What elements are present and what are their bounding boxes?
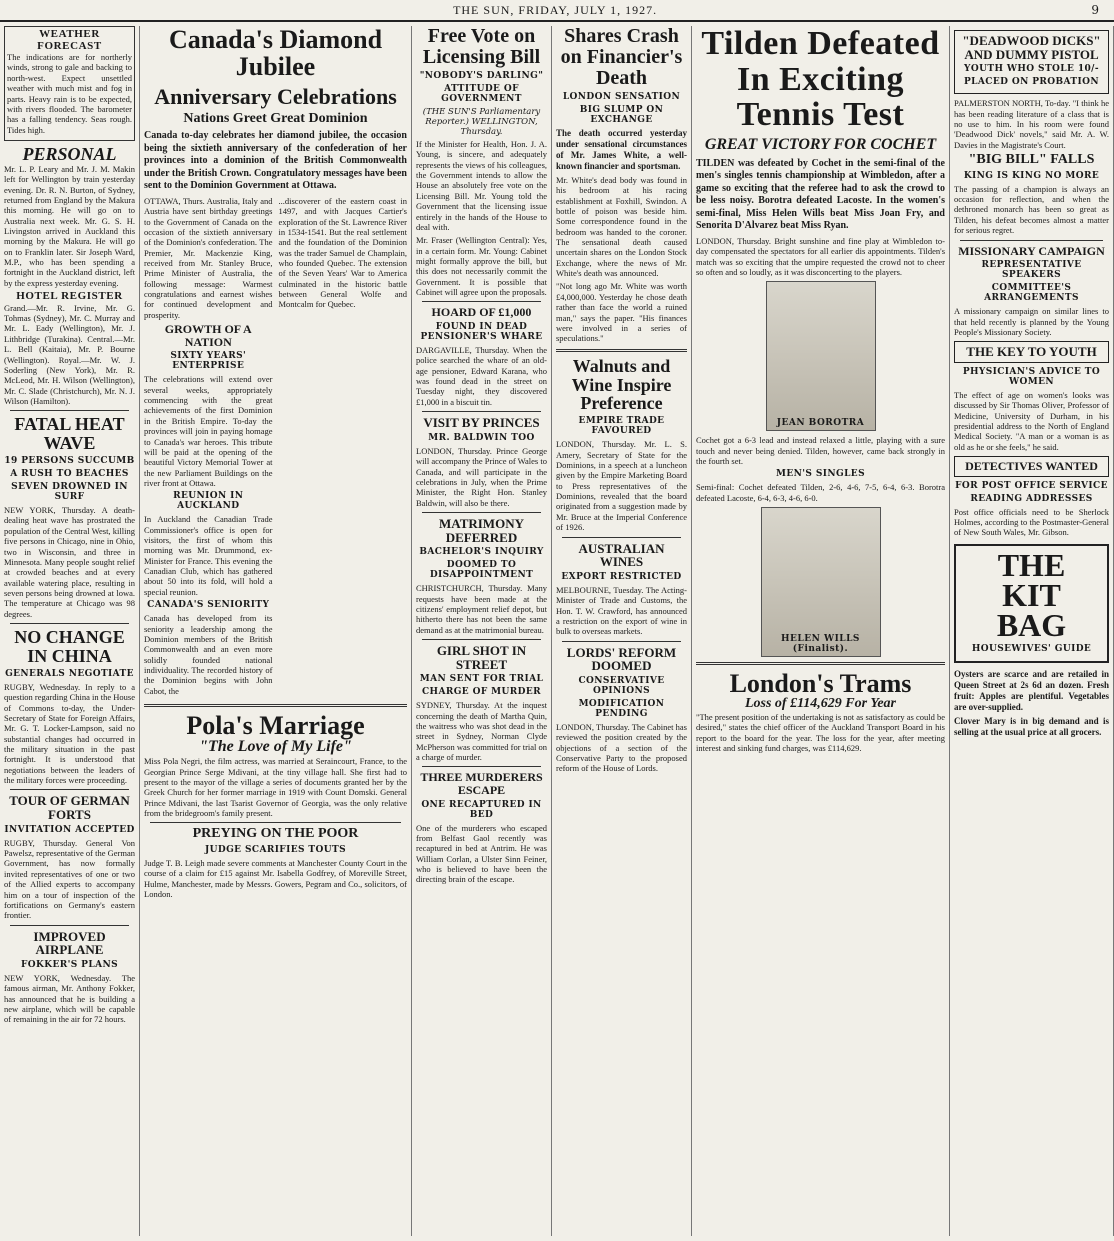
wines-title: AUSTRALIAN WINES — [578, 540, 665, 570]
divider — [562, 537, 681, 538]
china-sub: GENERALS NEGOTIATE — [5, 668, 134, 679]
plane-text: NEW YORK, Wednesday. The famous airman, Mr. Anthony Fokker, has announced that he is building a new airplane, which will be capable of remaining in the air for 72 hours. — [4, 972, 135, 1025]
lords-text: LONDON, Thursday. The Cabinet has reviewed the position created by the objections of a section of the Conservative Party to the proposed reform of the House of Lords. — [556, 721, 687, 774]
china-title: NO CHANGE IN CHINA — [14, 627, 125, 666]
results-text: Semi-final: Cochet defeated Tilden, 2-6, 4-6, 7-5, 6-4, 6-3. Borotra defeated Lacoste, 6-4, 6-3, 4-6, 6-0. — [696, 482, 945, 503]
kit-bag-guide: HOUSEWIVES' GUIDE — [971, 643, 1092, 654]
trams-text: "The present position of the undertaking is not as satisfactory as could be desired," states the chief officer of the Auckland Transport Board in his report to the board for the year. The loss for the year, after meeting interest and sinking fund charges, was £114,629. — [696, 712, 945, 754]
canada-body-right — [279, 196, 408, 699]
youth-box — [954, 341, 1109, 363]
canada-lead: Canada to-day celebrates her diamond jubilee, the occasion being the sixtieth anniversary of the confederation of her provinces into a dominion of the British Commonwealth under the British Crown. Congratulatory messages have been sent to the Dominion Government at Ottawa. — [144, 130, 407, 192]
divider — [562, 641, 681, 642]
youth-sub: PHYSICIAN'S ADVICE TO WOMEN — [962, 366, 1101, 387]
pola-sub: "The Love of My Life" — [199, 738, 352, 756]
detectives-sub-1: FOR POST OFFICE SERVICE — [955, 480, 1108, 491]
weather-text: The indications are for northerly winds, strong to gale and backing to north-west. Expect unsettled weather with much mist and fog in parts. Heavy rain is to be expected, with rivers flooded. The barometer has a falling tendency. Seas rough. Tides high. — [7, 52, 132, 135]
matrimony-sub-1: BACHELOR'S INQUIRY — [419, 547, 544, 558]
weather-title: WEATHER FORECAST — [37, 28, 102, 52]
hoard-text: DARGAVILLE, Thursday. When the police searched the whare of an old-age pensioner, Edward Karana, who was found dead in the street on Tuesday night, they discovered £1,000 in a biscuit tin. — [416, 344, 547, 407]
trams-title: London's Trams — [729, 669, 912, 699]
bigbill-sub: KING IS KING NO MORE — [963, 170, 1100, 181]
auckland-title: REUNION IN AUCKLAND — [173, 491, 244, 512]
detectives-title: DETECTIVES WANTED — [965, 459, 1098, 474]
girl-text: SYDNEY, Thursday. At the inquest concerning the death of Martha Quin, the waitress who was shot dead in the street in Sydney, Norman Clyde McPherson was committed for trial on a charge of murder. — [416, 700, 548, 763]
hotel-title: HOTEL REGISTER — [16, 290, 123, 303]
kit-bag-logo-line-3: BAG — [996, 607, 1067, 644]
mission-sub-1: REPRESENTATIVE SPEAKERS — [981, 260, 1082, 281]
judge-sub: JUDGE SCARIFIES TOUTS — [204, 845, 346, 856]
licensing-sub-2: ATTITUDE OF GOVERNMENT — [441, 84, 522, 104]
plane-title: IMPROVED AIRPLANE — [33, 928, 106, 958]
girl-title: GIRL SHOT IN STREET — [436, 643, 527, 672]
canada-title: Canada's Diamond Jubilee — [168, 26, 383, 82]
page-number: 9 — [1091, 3, 1100, 17]
shares-text-2: "Not long ago Mr. White was worth £4,000,000. Yesterday he chose death rather than face the world a ruined man," says the paper. "His finances were involved in a series of speculations." — [556, 281, 687, 344]
heat-title: FATAL HEAT WAVE — [14, 414, 125, 454]
column-1 — [0, 26, 140, 1236]
matrimony-text: CHRISTCHURCH, Thursday. Many requests have been made at the citizens' employment relief depot, but hitherto there has not been the same demand as at the matrimonial bureau. — [416, 583, 547, 635]
princes-sub: MR. BALDWIN TOO — [428, 432, 535, 443]
wines-sub: EXPORT RESTRICTED — [561, 571, 682, 582]
judge-text: Judge T. B. Leigh made severe comments at Manchester County Court in the course of a claim for £15 against Mr. Isabella Godfrey, of Moreville Street, Hulme, Manchester, made by Messrs. Gowers, Pegram and Co., solicitors, of London. — [144, 858, 407, 900]
shares-sub-2: BIG SLUMP ON EXCHANGE — [579, 105, 664, 125]
princes-text: LONDON, Thursday. Prince George will accompany the Prince of Wales to Canada, and will participate in the celebrations in July, when the Prime Minister, the Right Hon. Stanley Baldwin, will also be there. — [416, 445, 547, 508]
divider — [696, 662, 945, 665]
lords-sub-1: CONSERVATIVE OPINIONS — [578, 675, 665, 696]
girl-sub-1: MAN SENT FOR TRIAL — [419, 674, 544, 685]
lords-title: LORDS' REFORM DOOMED — [566, 644, 677, 674]
kit-bag-logo-line-1: THE — [997, 546, 1066, 583]
pola-text: Miss Pola Negri, the film actress, was married at Seraincourt, France, to the Georgian Prince Serge Mdivani, at the tiny village hall. She first had to present to the mayor of the village a series of documents granted her by the Greek Church for her former marriage in 1919 with Count Domski. General Prince Mdivani, the last Tsarist Governor of Georgia, was the only relative from the bridegroom's family present. — [144, 756, 407, 818]
divider — [422, 639, 541, 640]
seniority-title: CANADA'S SENIORITY — [147, 600, 270, 611]
murderers-title: THREE MURDERERS ESCAPE — [420, 770, 543, 798]
walnuts-sub: EMPIRE TRADE FAVOURED — [578, 416, 665, 437]
princes-title: VISIT BY PRINCES — [423, 415, 540, 431]
heat-text: NEW YORK, Thursday. A death-dealing heat wave has prostrated the population of the Central West, killing five persons in Chicago, nine in Ohio, two in Wisconsin, and three in Minnesota. Many people sought relief at crowded beaches and at every available watering place, resulting in seven persons being drowned at lowa. The temperature at Chicago was 98 degrees. — [4, 505, 135, 619]
china-text: RUGBY, Wednesday. In reply to a question regarding China in the House of Commons to-day, the Under-Secretary of State for Foreign Affairs, Mr. G. T. Locker-Lampson, said no substantial changes had occurred in the military situation in the past fortnight. It is understood that negotiations between the leaders of the military forces were proceeding. — [4, 681, 136, 786]
murderers-text: One of the murderers who escaped from Belfast Gaol recently was recaptured in bed at Antrim. He was William Corlan, a Ulster Sinn Feiner, who is believed to have been the directing brain of the escape. — [416, 822, 547, 885]
youth-text: The effect of age on women's looks was discussed by Sir Thomas Oliver, Professor of Medicine, University of Durham, in his presidential address to the North of England Medical Society. "A man or a woman is as old as he or she feels," he said. — [954, 389, 1109, 452]
licensing-byline: (THE SUN'S Parliamentary Reporter.) WELLINGTON, Thursday. — [422, 107, 541, 137]
bigbill-text: The passing of a champion is always an occasion for reflection, and when the dethroned monarch has been so great as Tilden, his defeat becomes almost a matter for serious regret. — [954, 183, 1109, 236]
deadwood-box — [954, 30, 1109, 94]
tilden-text-1: LONDON, Thursday. Bright sunshine and fine play at Wimbledon to-day compensated the spectators for all earlier dis appointments. Tilden's match was so exciting that the umpire requested the crowd not to cheer so often and so loudly, as it was disconcerting to the players. — [696, 235, 945, 277]
column-2 — [140, 26, 412, 1236]
canada-title-2: Anniversary Celebrations — [154, 83, 397, 109]
forts-text: RUGBY, Thursday. General Von Pawelsz, representative of the German Government, has now formally invited representatives of one or two of the Allied experts to accompany him on a tour of inspection of the fortifications on Germany's eastern frontier. — [4, 837, 135, 921]
divider — [422, 411, 541, 412]
licensing-title: Free Vote on Licensing Bill — [422, 26, 541, 68]
divider — [422, 301, 541, 302]
divider — [144, 704, 407, 707]
walnuts-text: LONDON, Thursday. Mr. L. S. Amery, Secretary of State for the Dominions, in a speech at a luncheon given by the Empire Marketing Board to Press representatives of the Dominions, revealed that the board originated from a suggestion made by Mr. Bruce at the Imperial Conference of 1926. — [556, 439, 687, 533]
forts-title: TOUR OF GERMAN FORTS — [9, 793, 130, 823]
heat-sub-2: A RUSH TO BEACHES — [10, 469, 129, 480]
mission-text: A missionary campaign on similar lines to that held recently is planned by the Young People's Missionary Society. — [954, 306, 1109, 337]
divider — [422, 766, 541, 767]
tilden-lead: TILDEN was defeated by Cochet in the semi-final of the men's singles tennis championship at Wimbledon, after a game so exciting that the referee had to ask the crowd to be less noisy. Borotra defeated Lacoste. In the women's semi-final, Miss Helen Wills beat Miss Joan Fry, and Senorita D'Alvarez beat Miss Ryan. — [696, 157, 945, 232]
growth-text: The celebrations will extend over several weeks, appropriately commencing with the great achievements of the first Dominion in the British Empire. To-day the provinces will join in paying homage to Canada's war heroes. This tribute will be paid at the opening of the beautiful Victory Memorial Tower at the new Parliament Buildings on the river front at Ottawa. — [144, 374, 273, 488]
kit-bag-logo-line-2: KIT — [1002, 577, 1061, 614]
lords-sub-2: MODIFICATION PENDING — [578, 698, 665, 719]
judge-title: PREYING ON THE POOR — [192, 826, 359, 842]
wills-photo — [761, 507, 881, 657]
wills-caption: HELEN WILLS (Finalist). — [781, 634, 860, 655]
page-header — [0, 0, 1114, 22]
mission-sub-2: COMMITTEE'S ARRANGEMENTS — [984, 283, 1079, 304]
auckland-text: In Auckland the Canadian Trade Commissioner's office is open for visitors, the first of whom this morning was Mr. Drummond, ex-Minister for France. This evening the Canadian Club, which has gathered about 50 into its fold, will hold a special reunion. — [144, 514, 273, 597]
personal-title: PERSONAL — [22, 143, 117, 164]
hoard-sub: FOUND IN DEAD PENSIONER'S WHARE — [420, 321, 543, 342]
detectives-box — [954, 456, 1109, 477]
bigbill-title: "BIG BILL" FALLS — [968, 152, 1095, 168]
deadwood-title: "DEADWOOD DICKS" AND DUMMY PISTOL — [962, 33, 1101, 62]
results-title: MEN'S SINGLES — [776, 469, 865, 480]
murderers-sub: ONE RECAPTURED IN BED — [421, 799, 542, 820]
personal-text: Mr. L. P. Leary and Mr. J. M. Makin left for Wellington by train yesterday evening. Dr. R. N. Burton, of Sydney, returned from England by the Makura this morning. He will go on to Australia next week. Mr. G. S. H. Livingston arrived in Auckland this morning by the Makura. He will go on to Franklin later. Sir Joseph Ward, M.P., who has been spending a fortnight in the Auckland district, left by the express yesterday evening. — [4, 163, 135, 288]
borotra-photo — [766, 281, 876, 431]
heat-sub-1: 19 PERSONS SUCCUMB — [4, 456, 135, 467]
kit-bag-ad — [954, 544, 1109, 663]
divider — [960, 240, 1103, 241]
divider — [10, 410, 129, 411]
licensing-text-2: Mr. Fraser (Wellington Central): Yes, in a certain form. Mr. Young: Cabinet might formally approve the bill, but this does not necessarily commit the Government. It is possible that Cabinet will agree upon the proposals. — [416, 235, 547, 298]
mission-title: MISSIONARY CAMPAIGN — [958, 243, 1105, 258]
plane-sub: FOKKER'S PLANS — [20, 959, 118, 970]
canada-text-1: OTTAWA, Thurs. Australia, Italy and Austria have sent birthday greetings to the Government of Canada on the occasion of the sixtieth anniversary of the Dominion's confederation. The Premier, Mr. Mackenzie King, received from Mr. Stanley Bruce, Prime Minister of Australia, the following message: Warmest congratulations and earnest wishes for continued development and prosperity. — [144, 195, 273, 320]
tilden-title: Tilden Defeated In Exciting Tennis Test — [701, 26, 940, 134]
trams-sub: Loss of £114,629 For Year — [744, 696, 897, 712]
matrimony-sub-2: DOOMED TO DISAPPOINTMENT — [429, 560, 534, 581]
divider — [10, 789, 129, 790]
youth-title: THE KEY TO YOUTH — [966, 344, 1097, 360]
hotel-text: Grand.—Mr. R. Irvine, Mr. G. Tohmas (Sydney), Mr. C. Murray and Mr. L. Eady (Wellington), Mr. J. Lithbridge (Turakina). Central.—Mr. L. Bell (Kaitaia), Mr. P. Bourne (Wellington). Royal.—Mr. W. J. Soderling (New York), Mr. R. McLeod, Mr. H. Wilson (Wellington), Mr. C. Slade (Christchurch), Mr. N. J. Wilson (Hamilton). — [4, 302, 135, 406]
column-4 — [552, 26, 692, 1236]
column-5 — [692, 26, 950, 1236]
divider — [10, 925, 129, 926]
detectives-text: Post office officials need to be Sherlock Holmes, according to the Postmaster-General of New South Wales, Mr. Gibson. — [954, 506, 1109, 538]
deadwood-sub-1: YOUTH WHO STOLE 10/- — [964, 64, 1099, 75]
growth-sub: SIXTY YEARS' ENTERPRISE — [170, 351, 247, 372]
canada-body — [144, 196, 407, 699]
deadwood-text: PALMERSTON NORTH, To-day. "I think he has been reading literature of a class that is no use to him. In his room were found 'Deadwood Dick' novels," said Mr. A. W. Davies in the Magistrate's Court. — [954, 98, 1109, 150]
licensing-sub-1: "NOBODY'S DARLING" — [419, 71, 544, 81]
tilden-sub: GREAT VICTORY FOR COCHET — [704, 136, 937, 154]
deadwood-sub-2: PLACED ON PROBATION — [964, 77, 1099, 88]
canada-sub: Nations Greet Great Dominion — [183, 110, 368, 126]
shares-text-1: Mr. White's dead body was found in his bedroom at his racing establishment at Foxhill, Swindon. A bottle of poison was beside him. Some correspondence found in the bedroom was handed to the coroner. The sensational death caused uncertain shares on the London Stock Exchange, where the news of Mr. White's death was announced. — [556, 174, 687, 279]
wines-text: MELBOURNE, Tuesday. The Acting-Minister of Trade and Customs, the Hon. T. W. Crawford, has announced a restriction on the export of wine in bulk to overseas markets. — [556, 584, 687, 637]
divider — [150, 822, 401, 823]
growth-title: GROWTH OF A NATION — [164, 322, 252, 349]
heat-sub-3: SEVEN DROWNED IN SURF — [11, 482, 128, 503]
divider — [556, 349, 687, 352]
detectives-sub-2: READING ADDRESSES — [970, 493, 1093, 504]
divider — [422, 512, 541, 513]
shares-sub-1: LONDON SENSATION — [562, 92, 681, 102]
divider — [10, 623, 129, 624]
hoard-title: HOARD OF £1,000 — [431, 305, 532, 320]
seniority-text: Canada has developed from its seniority a leadership among the Dominion members of the British Commonwealth and an even more solidly founded national individuality. The recorded history of the Dominion begins with John Cabot, the — [144, 613, 273, 696]
shares-title: Shares Crash on Financier's Death — [560, 26, 683, 89]
canada-body-left — [144, 196, 273, 699]
masthead: THE SUN, FRIDAY, JULY 1, 1927. — [453, 2, 658, 17]
column-3 — [412, 26, 552, 1236]
borotra-caption: JEAN BOROTRA — [776, 418, 865, 429]
forts-sub: INVITATION ACCEPTED — [4, 824, 135, 835]
walnuts-title: Walnuts and Wine Inspire Preference — [571, 355, 672, 414]
pola-title: Pola's Marriage — [186, 711, 365, 741]
column-6 — [950, 26, 1114, 1236]
matrimony-title: MATRIMONY DEFERRED — [439, 515, 524, 545]
kit-bag-text-2: Clover Mary is in big demand and is selling at the usual price at all grocers. — [954, 715, 1109, 737]
licensing-text-1: If the Minister for Health, Hon. J. A. Young, is sincere, and adequately represents the views of his colleagues, the Government intends to allow the House an absolutely free vote on the Licensing Bill. Mr. Young told the Government that the licensing issue entirely in the hands of the House to deal with. — [416, 139, 547, 232]
canada-text-2: ...discoverer of the eastern coast in 1497, and with Jacques Cartier's exploration of the St. Lawrence River in 1534-1541. But the real settlement and the foundation of the Dominion was the trader Samuel de Champlain, who founded Quebec. The extension of the Seven Years' War to America culminated in the historic battle between General Wolfe and Montcalm for Quebec. — [278, 195, 407, 310]
shares-lead: The death occurred yesterday under sensational circumstances of Mr. James White, a well-known financier and sportsman. — [556, 128, 687, 171]
weather-box — [4, 26, 135, 141]
kit-bag-text: Oysters are scarce and are retailed in Queen Street at 2s 6d an dozen. Fresh fruit: Apples are plentiful. Vegetables are over-supplied. — [954, 668, 1109, 712]
tilden-text-2: Cochet got a 6-3 lead and instead relaxed a little, playing with a sure touch and never being denied. Tilden, however, came back strongly in the fourth set. — [696, 435, 945, 467]
girl-sub-2: CHARGE OF MURDER — [421, 687, 541, 698]
